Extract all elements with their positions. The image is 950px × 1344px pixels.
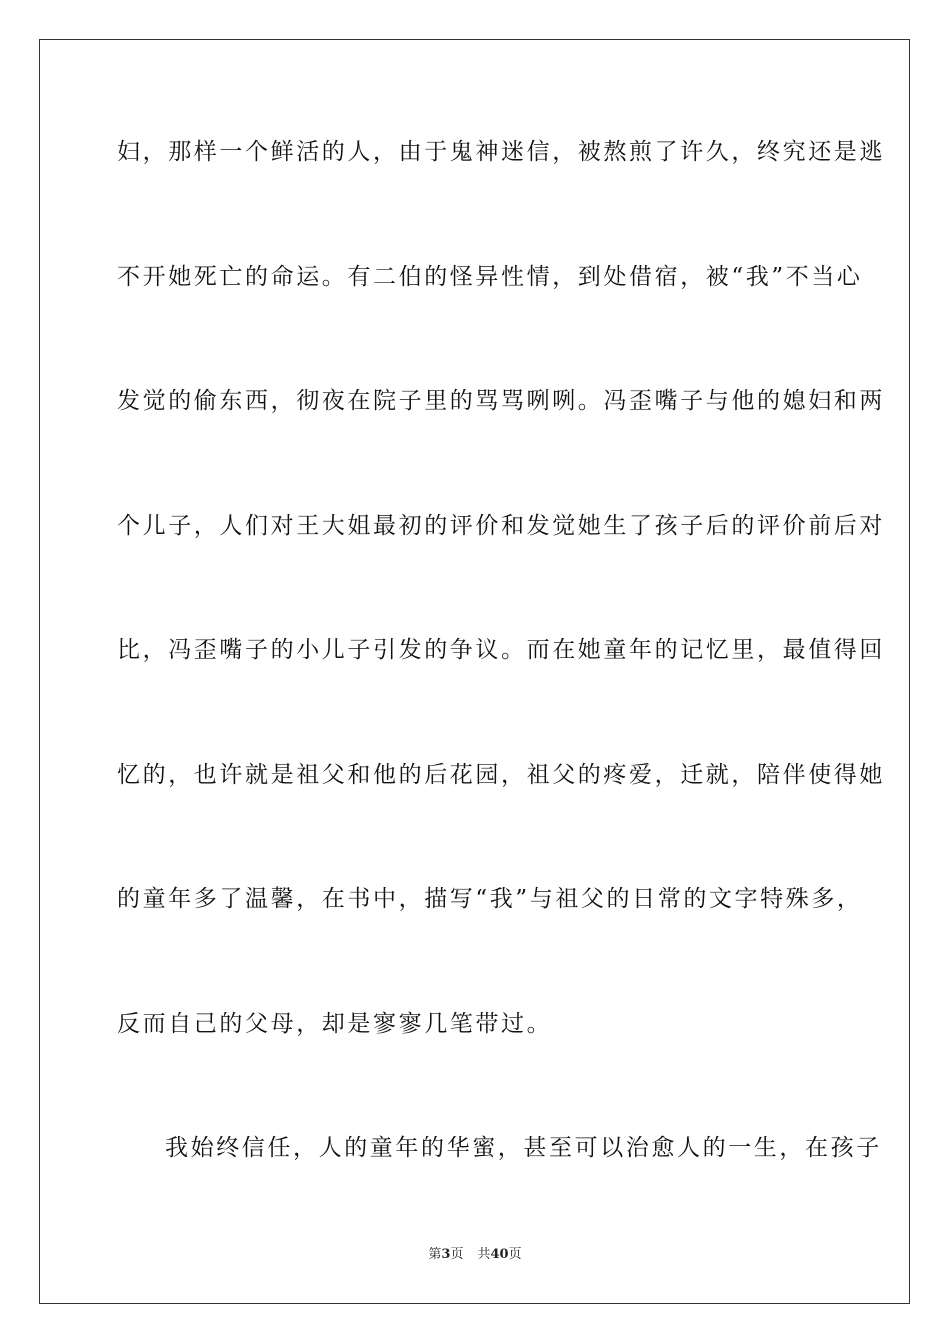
body-line-7: 的童年多了温馨，在书中，描写“我”与祖父的日常的文字特殊多，	[117, 886, 863, 912]
body-line-3: 发觉的偷东西，彻夜在院子里的骂骂咧咧。冯歪嘴子与他的媳妇和两	[117, 388, 885, 414]
body-line-2: 不开她死亡的命运。有二伯的怪异性情，到处借宿，被“我”不当心	[117, 264, 863, 290]
footer-page-number: 3	[441, 1247, 451, 1262]
page-border	[39, 39, 910, 1304]
body-line-6: 忆的，也许就是祖父和他的后花园，祖父的疼爱，迁就，陪伴使得她	[117, 762, 885, 788]
body-line-8: 反而自己的父母，却是寥寥几笔带过。	[117, 1011, 553, 1037]
body-line-1: 妇，那样一个鲜活的人，由于鬼神迷信，被熬煎了许久，终究还是逃	[117, 139, 885, 165]
footer-page-suffix: 页	[450, 1247, 464, 1262]
page-footer	[0, 1246, 950, 1264]
body-line-9-paragraph-start: 我始终信任，人的童年的华蜜，甚至可以治愈人的一生，在孩子	[165, 1135, 882, 1161]
footer-total-pages: 40	[490, 1247, 509, 1262]
footer-page-prefix: 第	[428, 1247, 442, 1262]
footer-total-suffix: 页	[508, 1247, 522, 1262]
footer-total-prefix: 共	[477, 1247, 491, 1262]
body-line-4: 个儿子，人们对王大姐最初的评价和发觉她生了孩子后的评价前后对	[117, 513, 885, 539]
body-line-5: 比，冯歪嘴子的小儿子引发的争议。而在她童年的记忆里，最值得回	[117, 637, 885, 663]
